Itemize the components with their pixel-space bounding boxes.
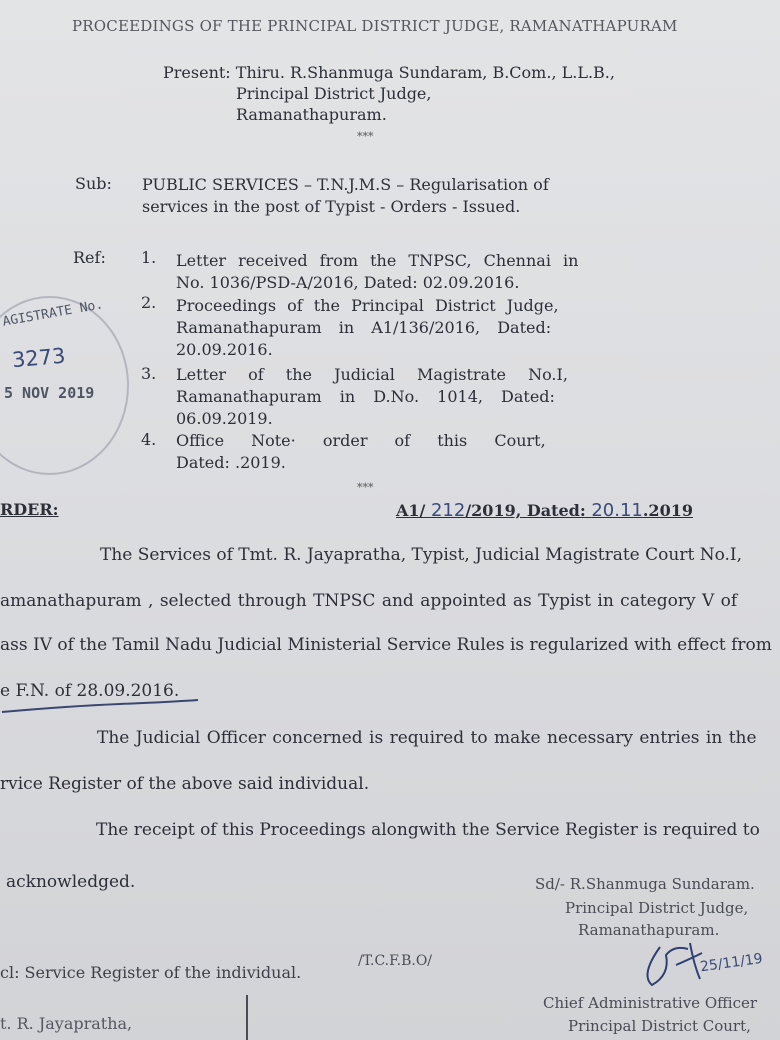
order-ref-date: 20.11: [591, 500, 643, 521]
paragraph-2-line-1: The Judicial Officer concerned is required to make necessary entries in the: [97, 728, 757, 748]
separator-stars-2: ***: [357, 481, 374, 494]
ref-3-text: [176, 364, 568, 430]
ref-4-line-2: Dated: .2019.: [176, 453, 286, 472]
vertical-rule: [246, 995, 248, 1040]
order-ref-mid: /2019, Dated:: [465, 501, 586, 520]
tcfbo-text: /T.C.F.B.O/: [358, 953, 433, 969]
ref-3-line-3: 06.09.2019.: [176, 409, 273, 428]
signature-line-1: Sd/- R.Shanmuga Sundaram.: [535, 875, 755, 893]
handwritten-signature-date: 25/11/19: [699, 950, 764, 976]
paragraph-1-line-3: ass IV of the Tamil Nadu Judicial Ministerial Service Rules is regularized with effect from: [0, 635, 772, 655]
separator-stars: ***: [357, 130, 374, 143]
signature-line-3: Ramanathapuram.: [578, 921, 720, 939]
handwritten-underline: [0, 694, 200, 718]
ref-2-number: 2.: [141, 293, 157, 312]
order-ref-number: 212: [430, 500, 466, 521]
order-ref-year: .2019: [642, 501, 693, 520]
paragraph-3-line-2: acknowledged.: [6, 872, 136, 892]
ref-2-text: [176, 295, 559, 361]
stamp-top-text: AGISTRATE No.: [1, 297, 105, 330]
ref-1-text: [176, 250, 578, 294]
stamp-number: 3273: [11, 343, 67, 373]
present-line-2: Principal District Judge,: [236, 84, 432, 103]
ref-3-number: 3.: [141, 364, 157, 383]
ref-2-line-2: Ramanathapuram in A1/136/2016, Dated:: [176, 318, 552, 337]
signature-line-2: Principal District Judge,: [565, 899, 749, 917]
paragraph-1-line-4: e F.N. of 28.09.2016.: [0, 681, 180, 701]
enclosure-line: cl: Service Register of the individual.: [0, 963, 302, 982]
officer-line-2: Principal District Court,: [568, 1017, 751, 1035]
document-header: PROCEEDINGS OF THE PRINCIPAL DISTRICT JUDGE, RAMANATHAPURAM: [72, 17, 678, 35]
stamp-date: 5 NOV 2019: [4, 384, 95, 402]
ref-4-number: 4.: [141, 430, 157, 449]
ref-3-line-1: Letter of the Judicial Magistrate No.I,: [176, 365, 568, 384]
ref-3-line-2: Ramanathapuram in D.No. 1014, Dated:: [176, 387, 555, 406]
subject-line-1: PUBLIC SERVICES – T.N.J.M.S – Regularisation of: [142, 175, 549, 194]
ref-1-line-1: Letter received from the TNPSC, Chennai in: [176, 251, 579, 270]
paragraph-2-line-2: rvice Register of the above said individual.: [0, 774, 370, 794]
paragraph-1-line-1: The Services of Tmt. R. Jayapratha, Typist, Judicial Magistrate Court No.I,: [100, 545, 743, 565]
present-block: [163, 62, 615, 125]
present-line-1: Present: Thiru. R.Shanmuga Sundaram, B.Com., L.L.B.,: [163, 63, 615, 82]
reference-label: Ref:: [73, 248, 106, 267]
paragraph-3-line-1: The receipt of this Proceedings alongwith the Service Register is required to: [96, 820, 760, 840]
order-reference: [396, 500, 693, 521]
subject-label: Sub:: [75, 174, 112, 193]
ref-1-number: 1.: [141, 248, 157, 267]
ref-4-line-1: Office Note· order of this Court,: [176, 431, 546, 450]
order-label: RDER:: [0, 500, 59, 519]
ref-2-line-1: Proceedings of the Principal District Judge,: [176, 296, 559, 315]
order-ref-prefix: A1/: [396, 501, 426, 520]
addressee-line: t. R. Jayapratha,: [0, 1014, 133, 1033]
ref-4-text: [176, 430, 546, 474]
ref-1-line-2: No. 1036/PSD-A/2016, Dated: 02.09.2016.: [176, 273, 520, 292]
paragraph-1-line-2: amanathapuram , selected through TNPSC and appointed as Typist in category V of: [0, 591, 738, 611]
ref-2-line-3: 20.09.2016.: [176, 340, 273, 359]
inward-stamp: [0, 296, 130, 476]
officer-line-1: Chief Administrative Officer: [543, 994, 758, 1012]
subject-line-2: services in the post of Typist - Orders - Issued.: [142, 197, 521, 216]
present-line-3: Ramanathapuram.: [236, 105, 387, 124]
subject-text: [142, 174, 598, 218]
